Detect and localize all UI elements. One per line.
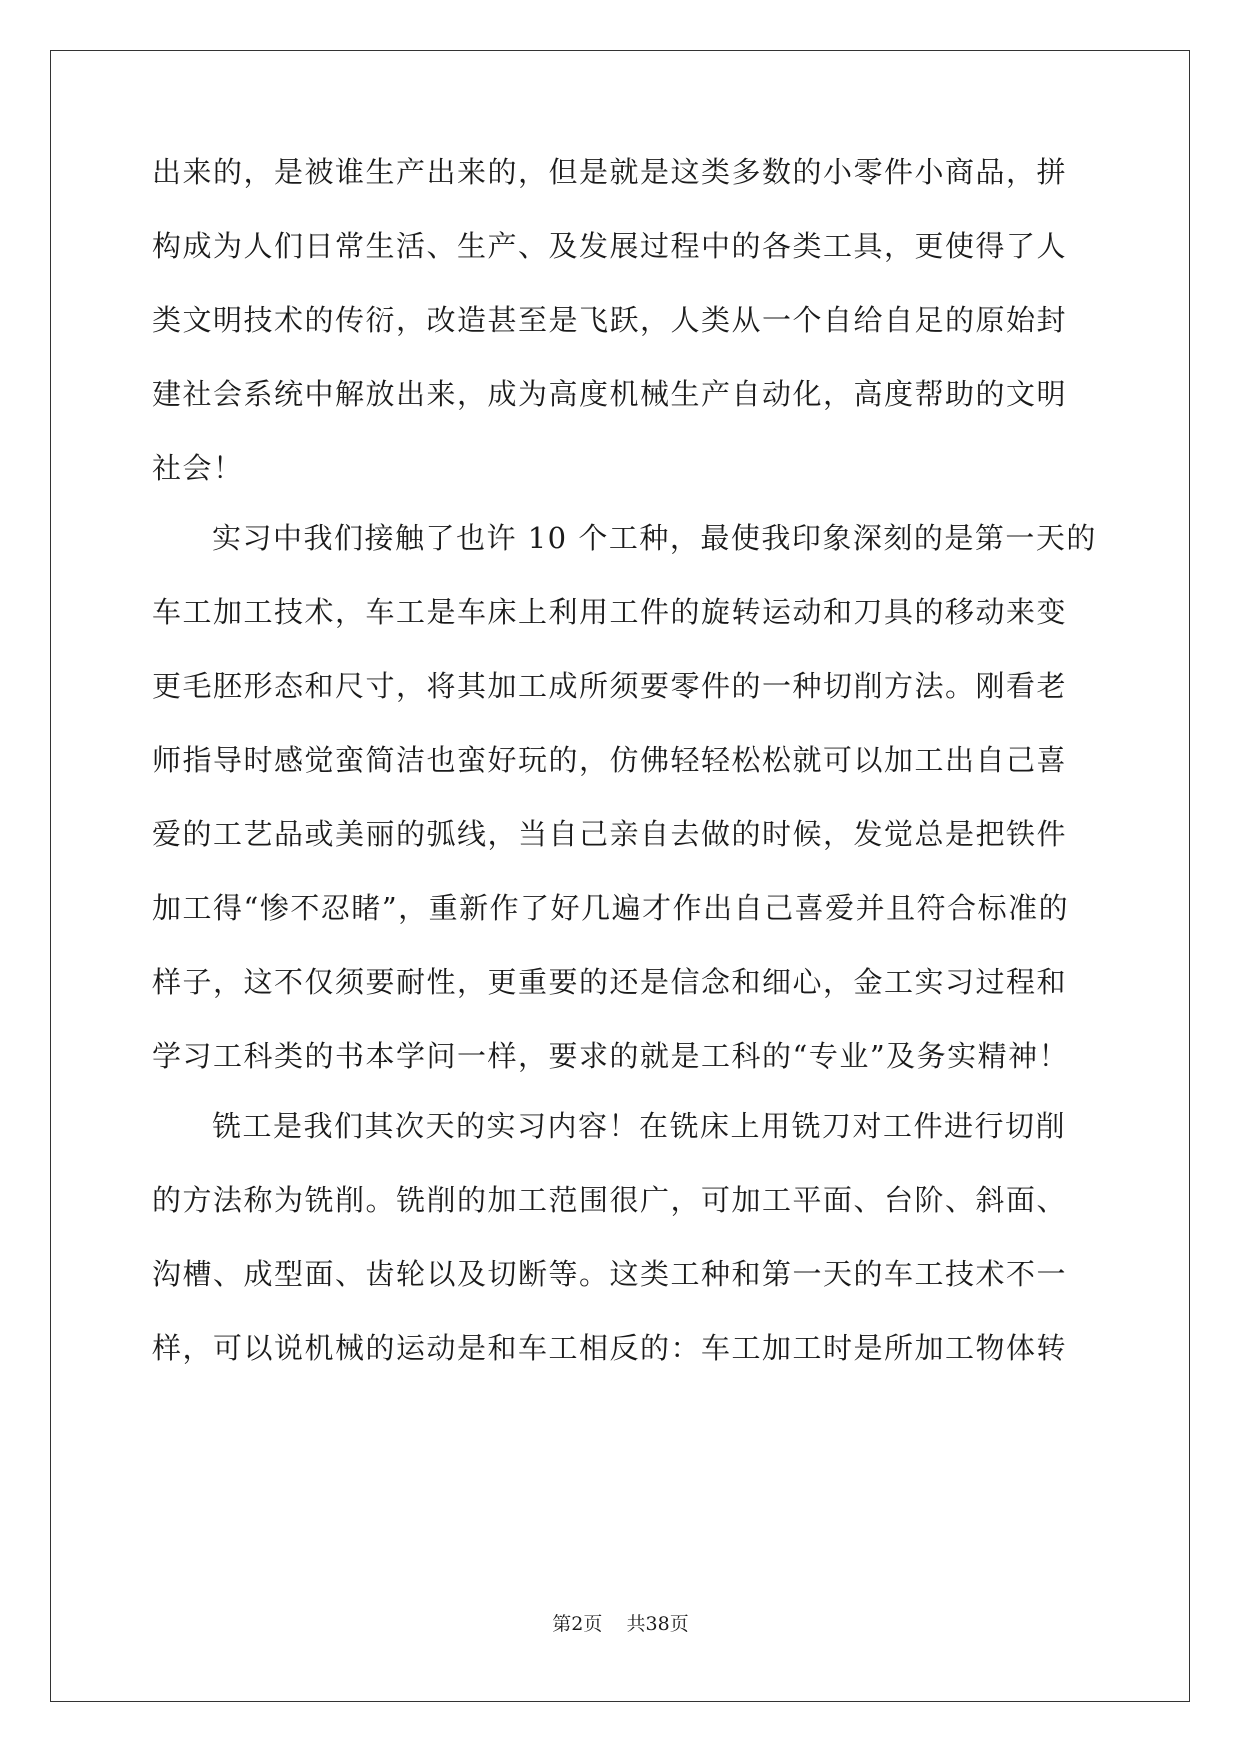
paragraph-line: 沟槽、成型面、齿轮以及切断等。这类工种和第一天的车工技术不一 <box>152 1257 1068 1291</box>
paragraph-line: 爱的工艺品或美丽的弧线，当自己亲自去做的时候，发觉总是把铁件 <box>152 817 1068 851</box>
paragraph-line: 车工加工技术，车工是车床上利用工件的旋转运动和刀具的移动来变 <box>152 595 1068 629</box>
paragraph-line: 建社会系统中解放出来，成为高度机械生产自动化，高度帮助的文明 <box>152 377 1068 411</box>
page-number-footer: 第2页 共38页 <box>552 1613 689 1635</box>
paragraph-line: 学习工科类的书本学问一样，要求的就是工科的“专业”及务实精神！ <box>152 1039 1070 1073</box>
paragraph-line: 师指导时感觉蛮简洁也蛮好玩的，仿佛轻轻松松就可以加工出自己喜 <box>152 743 1068 777</box>
paragraph-line: 样，可以说机械的运动是和车工相反的：车工加工时是所加工物体转 <box>152 1331 1068 1365</box>
paragraph-line: 的方法称为铣削。铣削的加工范围很广，可加工平面、台阶、斜面、 <box>152 1183 1068 1217</box>
paragraph-line: 铣工是我们其次天的实习内容！在铣床上用铣刀对工件进行切削 <box>212 1109 1067 1143</box>
page-border <box>50 50 1190 1702</box>
paragraph-line: 出来的，是被谁生产出来的，但是就是这类多数的小零件小商品，拼 <box>152 155 1068 189</box>
paragraph-line: 实习中我们接触了也许 10 个工种，最使我印象深刻的是第一天的 <box>212 521 1097 555</box>
paragraph-line: 更毛胚形态和尺寸，将其加工成所须要零件的一种切削方法。刚看老 <box>152 669 1068 703</box>
paragraph-line: 类文明技术的传衍，改造甚至是飞跃，人类从一个自给自足的原始封 <box>152 303 1068 337</box>
paragraph-line: 样子，这不仅须要耐性，更重要的还是信念和细心，金工实习过程和 <box>152 965 1068 999</box>
paragraph-line: 构成为人们日常生活、生产、及发展过程中的各类工具，更使得了人 <box>152 229 1068 263</box>
paragraph-line: 加工得“惨不忍睹”，重新作了好几遍才作出自己喜爱并且符合标准的 <box>152 891 1070 925</box>
paragraph-line: 社会！ <box>152 451 244 485</box>
